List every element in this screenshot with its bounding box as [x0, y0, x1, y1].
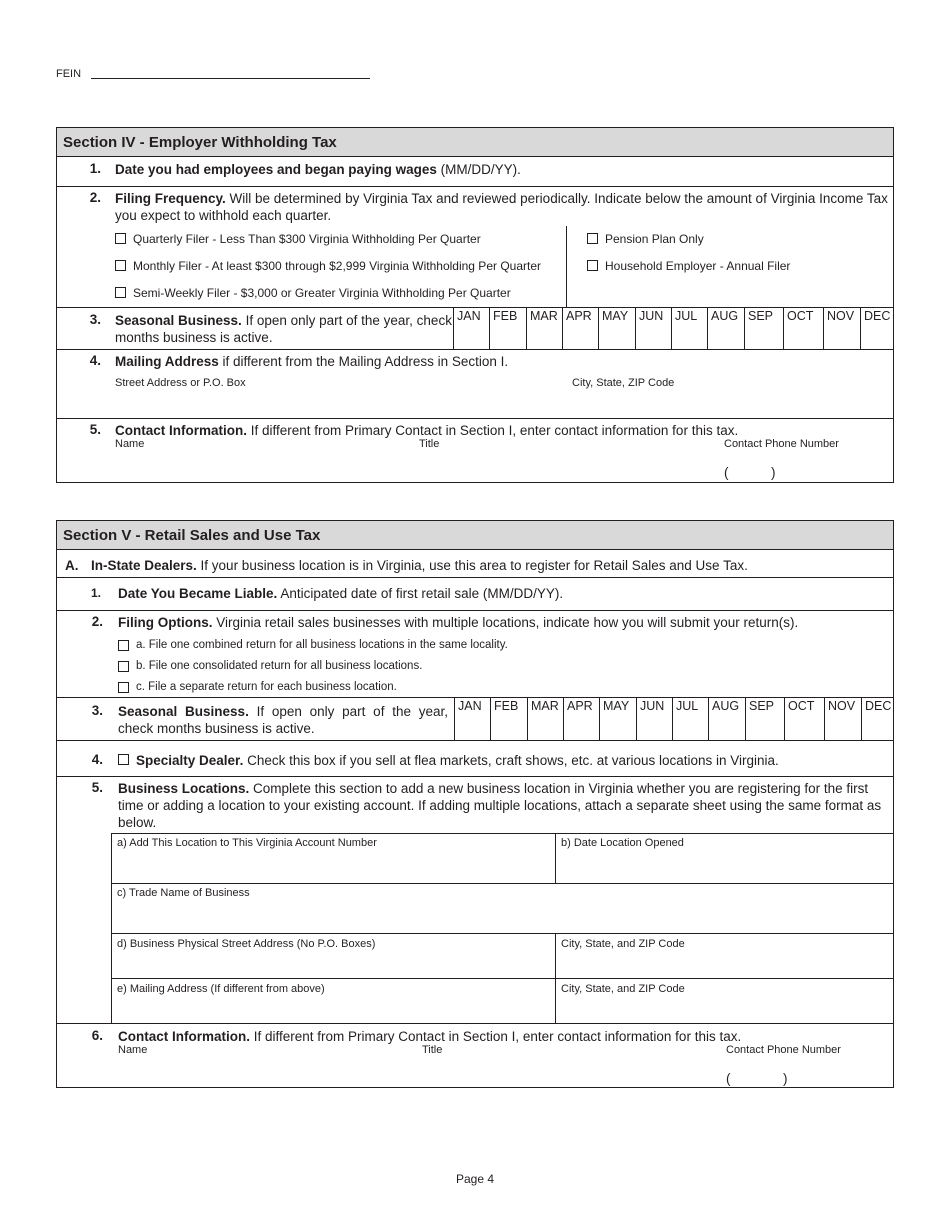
separate-return-label: c. File a separate return for each business location.	[136, 681, 397, 693]
s4-name-label: Name	[115, 438, 145, 450]
s5-month-mar[interactable]: MAR	[527, 697, 563, 741]
field-b-label[interactable]: b) Date Location Opened	[561, 837, 684, 849]
s4-month-jul[interactable]: JUL	[671, 307, 707, 350]
s4-item2-number: 2.	[89, 190, 101, 205]
s5-item3-text: Seasonal Business. If open only part of the year, check months business is active.	[118, 704, 448, 736]
s5-item4-text: Specialty Dealer. Check this box if you sell at flea markets, craft shows, etc. at various locations in Virginia.	[136, 753, 779, 768]
monthly-filer-checkbox[interactable]	[115, 260, 126, 271]
s4-item4-number: 4.	[89, 353, 101, 368]
s5-item3-number: 3.	[91, 703, 103, 718]
s5-month-feb[interactable]: FEB	[490, 697, 527, 741]
s4-month-jan[interactable]: JAN	[453, 307, 489, 350]
pension-plan-label: Pension Plan Only	[605, 232, 704, 246]
semi-weekly-filer-label: Semi-Weekly Filer - $3,000 or Greater Virginia Withholding Per Quarter	[133, 286, 511, 300]
s5-a-letter: A.	[65, 558, 79, 573]
s5-name-label: Name	[118, 1044, 148, 1056]
s5-month-nov[interactable]: NOV	[824, 697, 861, 741]
s5-item5-number: 5.	[91, 780, 103, 795]
fein-label: FEIN	[56, 68, 82, 80]
s5-item1-text[interactable]: Date You Became Liable. Anticipated date of first retail sale (MM/DD/YY).	[118, 586, 564, 601]
monthly-filer-label: Monthly Filer - At least $300 through $2,999 Virginia Withholding Per Quarter	[133, 259, 541, 273]
consolidated-return-label: b. File one consolidated return for all business locations.	[136, 660, 423, 672]
s4-item2-text: Filing Frequency. Will be determined by Virginia Tax and reviewed periodically. Indicate below the amount of Virginia Income Tax you expect to withhold each quarter.	[115, 191, 888, 223]
quarterly-filer-label: Quarterly Filer - Less Than $300 Virginia Withholding Per Quarter	[133, 232, 481, 246]
s5-month-jan[interactable]: JAN	[454, 697, 490, 741]
section-iv	[56, 127, 894, 483]
s4-month-apr[interactable]: APR	[562, 307, 598, 350]
section-v	[56, 520, 894, 1088]
s4-item1-number: 1.	[89, 161, 101, 176]
s5-title-label: Title	[422, 1044, 443, 1056]
field-e-city-label[interactable]: City, State, and ZIP Code	[561, 983, 685, 995]
s4-street-label: Street Address or P.O. Box	[115, 377, 246, 389]
s4-month-mar[interactable]: MAR	[526, 307, 562, 350]
household-employer-checkbox[interactable]	[587, 260, 598, 271]
s5-month-dec[interactable]: DEC	[861, 697, 898, 741]
page-number: Page 4	[455, 1172, 495, 1186]
s5-month-sep[interactable]: SEP	[745, 697, 784, 741]
s5-month-apr[interactable]: APR	[563, 697, 599, 741]
household-employer-label: Household Employer - Annual Filer	[605, 259, 791, 273]
s4-phone-paren-close: )	[771, 465, 776, 480]
s5-month-grid	[454, 697, 898, 741]
pension-plan-checkbox[interactable]	[587, 233, 598, 244]
s4-item1-text[interactable]: Date you had employees and began paying wages (MM/DD/YY).	[115, 162, 521, 177]
section-iv-title: Section IV - Employer Withholding Tax	[57, 128, 893, 157]
s5-item2-text: Filing Options. Virginia retail sales businesses with multiple locations, indicate how you will submit your return(s).	[118, 615, 799, 630]
field-c-label[interactable]: c) Trade Name of Business	[117, 887, 250, 899]
s4-phone-paren-open: (	[724, 465, 729, 480]
s4-month-feb[interactable]: FEB	[489, 307, 526, 350]
s5-phone-paren-close: )	[783, 1071, 788, 1086]
combined-return-label: a. File one combined return for all business locations in the same locality.	[136, 639, 508, 651]
s5-month-jun[interactable]: JUN	[636, 697, 672, 741]
s5-month-may[interactable]: MAY	[599, 697, 636, 741]
separate-return-checkbox[interactable]	[118, 682, 129, 693]
fein-input-line[interactable]	[91, 78, 370, 79]
s4-month-sep[interactable]: SEP	[744, 307, 783, 350]
s5-item1-number: 1.	[90, 586, 101, 600]
s4-item5-text: Contact Information. If different from Primary Contact in Section I, enter contact information for this tax.	[115, 423, 739, 438]
s4-month-aug[interactable]: AUG	[707, 307, 744, 350]
s5-month-aug[interactable]: AUG	[708, 697, 745, 741]
s4-month-jun[interactable]: JUN	[635, 307, 671, 350]
s5-phone-paren-open: (	[726, 1071, 731, 1086]
s4-item5-number: 5.	[89, 422, 101, 437]
combined-return-checkbox[interactable]	[118, 640, 129, 651]
s5-month-oct[interactable]: OCT	[784, 697, 824, 741]
specialty-dealer-checkbox[interactable]	[118, 754, 129, 765]
s4-month-grid	[453, 307, 897, 350]
quarterly-filer-checkbox[interactable]	[115, 233, 126, 244]
s4-item4-text: Mailing Address if different from the Mailing Address in Section I.	[115, 354, 509, 369]
consolidated-return-checkbox[interactable]	[118, 661, 129, 672]
field-d-city-label[interactable]: City, State, and ZIP Code	[561, 938, 685, 950]
s4-phone-label: Contact Phone Number	[724, 438, 839, 450]
s4-item3-number: 3.	[89, 312, 101, 327]
s5-item6-text: Contact Information. If different from Primary Contact in Section I, enter contact information for this tax.	[118, 1029, 742, 1044]
s4-title-label: Title	[419, 438, 440, 450]
s5-month-jul[interactable]: JUL	[672, 697, 708, 741]
s5-item5-text: Business Locations. Complete this section to add a new business location in Virginia whether you are registering for the first time or adding a location to your existing account. If adding multiple locations, attach a separate sheet using the same format as below.	[118, 781, 882, 830]
s4-month-oct[interactable]: OCT	[783, 307, 823, 350]
s5-item4-number: 4.	[91, 752, 103, 767]
semi-weekly-filer-checkbox[interactable]	[115, 287, 126, 298]
s5-phone-label: Contact Phone Number	[726, 1044, 841, 1056]
s4-month-dec[interactable]: DEC	[860, 307, 897, 350]
s5-item6-number: 6.	[91, 1028, 103, 1043]
field-e-label[interactable]: e) Mailing Address (If different from above)	[117, 983, 325, 995]
s5-a-text: In-State Dealers. If your business location is in Virginia, use this area to register for Retail Sales and Use Tax.	[91, 558, 748, 573]
s4-item3-text: Seasonal Business. If open only part of the year, check months business is active.	[115, 313, 452, 345]
s4-month-nov[interactable]: NOV	[823, 307, 860, 350]
s4-month-may[interactable]: MAY	[598, 307, 635, 350]
field-d-label[interactable]: d) Business Physical Street Address (No P.O. Boxes)	[117, 938, 376, 950]
s5-item2-number: 2.	[91, 614, 103, 629]
section-v-title: Section V - Retail Sales and Use Tax	[57, 521, 893, 550]
field-a-label[interactable]: a) Add This Location to This Virginia Account Number	[117, 837, 377, 849]
s4-city-label: City, State, ZIP Code	[572, 377, 675, 389]
